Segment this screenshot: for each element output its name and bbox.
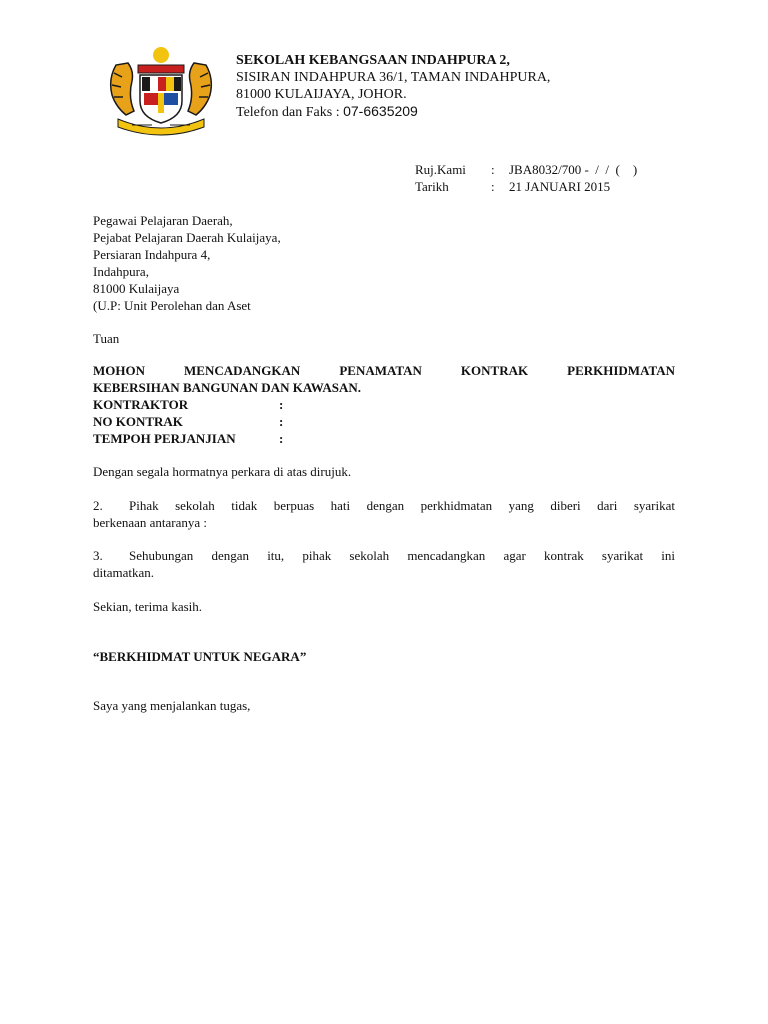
reference-row: Ruj.Kami : JBA8032/700 - / / ( ) — [415, 162, 638, 177]
recipient-line: 81000 Kulaijaya — [93, 281, 180, 296]
crest-star — [153, 47, 169, 63]
phone-label: Telefon dan Faks : — [236, 105, 340, 120]
paragraph-2-text: Pihak sekolah tidak berpuas hati dengan perkhidmatan yang diberi dari syarikat — [129, 498, 675, 513]
school-name: SEKOLAH KEBANGSAAN INDAHPURA 2, — [236, 53, 510, 68]
contract-fields — [93, 396, 283, 447]
field-value: : — [279, 414, 284, 429]
paragraph-2-line-1 — [93, 497, 675, 514]
subject-line-1: MOHON MENCADANGKAN PENAMATAN KONTRAK PERKHIDMATAN — [93, 363, 675, 378]
crest-tiger-left — [111, 63, 134, 115]
address-line-2: 81000 KULAIJAYA, JOHOR. — [236, 87, 407, 102]
signoff: Saya yang menjalankan tugas, — [93, 698, 251, 713]
salutation: Tuan — [93, 331, 120, 346]
field-row — [93, 430, 283, 447]
paragraph-2-number: 2. — [93, 498, 103, 513]
date-row: Tarikh : 21 JANUARI 2015 — [415, 179, 611, 194]
field-row — [93, 396, 283, 413]
field-row — [93, 413, 283, 430]
paragraph-3-text: Sehubungan dengan itu, pihak sekolah mencadangkan agar kontrak syarikat ini — [129, 548, 675, 563]
reference-block — [415, 161, 637, 195]
recipient-line: Indahpura, — [93, 264, 149, 279]
ref-label: Ruj.Kami — [415, 162, 466, 177]
date-label: Tarikh — [415, 179, 449, 194]
field-value: : — [279, 397, 284, 412]
subject-line-2: KEBERSIHAN BANGUNAN DAN KAWASAN. — [93, 380, 361, 395]
address-line-1: SISIRAN INDAHPURA 36/1, TAMAN INDAHPURA, — [236, 70, 551, 85]
paragraph-2-line-2: berkenaan antaranya : — [93, 515, 208, 530]
closing-line: Sekian, terima kasih. — [93, 599, 203, 614]
subject-heading — [93, 362, 675, 396]
paragraph-3-number: 3. — [93, 548, 103, 563]
motto: “BERKHIDMAT UNTUK NEGARA” — [93, 649, 307, 664]
date-value: 21 JANUARI 2015 — [509, 179, 611, 194]
recipient-address — [93, 212, 281, 314]
field-label: TEMPOH PERJANJIAN — [93, 431, 236, 446]
field-value: : — [279, 431, 284, 446]
ref-value: JBA8032/700 - / / ( ) — [509, 162, 638, 177]
field-label: NO KONTRAK — [93, 414, 183, 429]
field-label: KONTRAKTOR — [93, 397, 189, 412]
letterhead — [236, 52, 550, 121]
recipient-line: Pejabat Pelajaran Daerah Kulaijaya, — [93, 230, 281, 245]
opening-paragraph: Dengan segala hormatnya perkara di atas dirujuk. — [93, 464, 352, 479]
phone-line — [236, 103, 550, 121]
crest-tiger-right — [188, 63, 211, 115]
recipient-line: (U.P: Unit Perolehan dan Aset — [93, 298, 251, 313]
phone-number: 07-6635209 — [343, 103, 418, 119]
coat-of-arms-logo — [102, 45, 220, 137]
paragraph-3-line-1 — [93, 547, 675, 564]
recipient-line: Persiaran Indahpura 4, — [93, 247, 211, 262]
paragraph-3-line-2: ditamatkan. — [93, 565, 155, 580]
recipient-line: Pegawai Pelajaran Daerah, — [93, 213, 233, 228]
